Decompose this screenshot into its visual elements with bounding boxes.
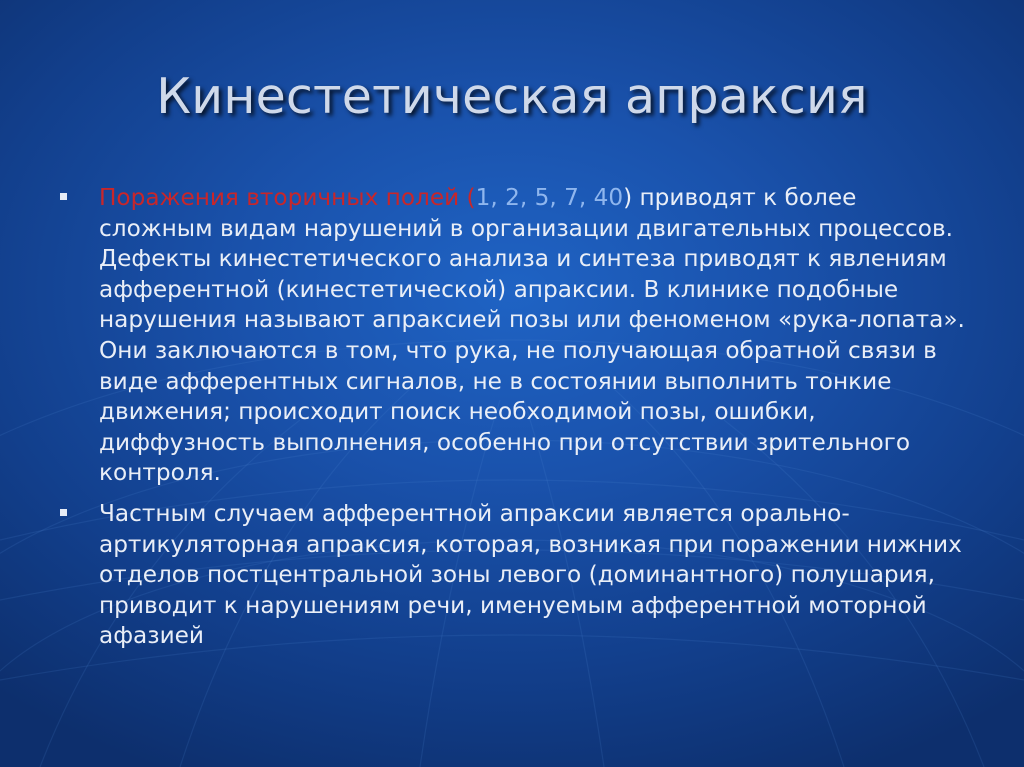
bullet-item: [56, 499, 976, 652]
slide-title: Кинестетическая апраксия: [156, 68, 868, 125]
bullet-list: [56, 183, 976, 662]
bullet-item: [56, 183, 976, 489]
bullet-text: Частным случаем афферентной апраксии является орально-артикуляторная апраксия, которая, возникая при поражении нижних отделов постцентральной зоны левого (доминантного) полушария, приводит к нарушениям речи, именуемым афферентной моторной афазией: [99, 499, 962, 650]
square-bullet-icon: [60, 509, 67, 516]
highlighted-phrase: Поражения вторичных полей (: [99, 184, 476, 211]
closing-paren: ): [623, 184, 633, 211]
bullet-text: приводят к более сложным видам нарушений в организации двигательных процессов. Дефекты кинестетического анализа и синтеза приводят к явлениям афферентной (кинестетической) апраксии. В клинике подобные нарушения называют апраксией позы или феноменом «рука-лопата». Они заключаются в том, что рука, не получающая обратной связи в виде афферентных сигналов, не в состоянии выполнить тонкие движения; происходит поиск необходимой позы, ошибки, диффузность выполнения, особенно при отсутствии зрительного контроля.: [99, 184, 965, 487]
highlighted-field-numbers: 1, 2, 5, 7, 40: [475, 184, 624, 211]
square-bullet-icon: [60, 193, 67, 200]
